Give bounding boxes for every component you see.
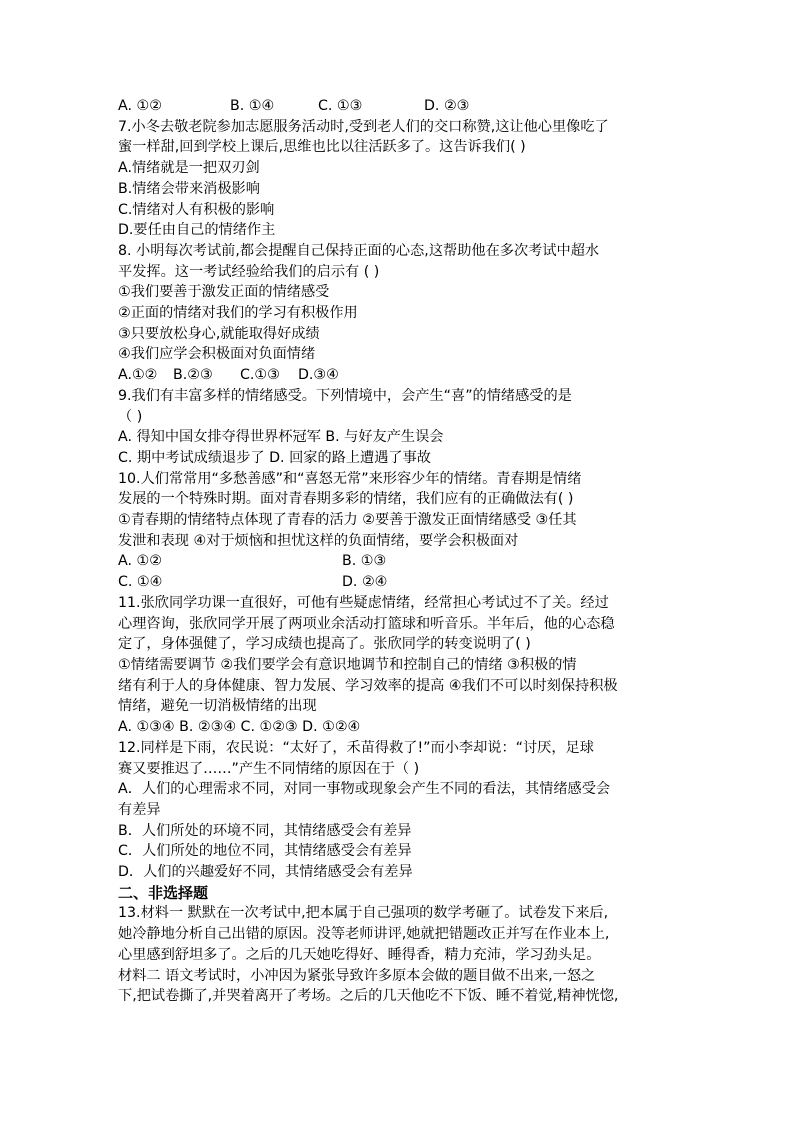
q10-options-row-2 (118, 572, 678, 593)
question-11 (118, 593, 678, 738)
section-2-title: 二、非选择题 (118, 883, 209, 902)
q12-option-d: D．人们的兴趣爱好不同，其情绪感受会有差异 (118, 864, 413, 881)
q6-options (118, 96, 678, 117)
q13-line-1: 13.材料一 默默在一次考试中,把本属于自己强项的数学考砸了。试卷发下来后, (118, 905, 609, 922)
question-12 (118, 738, 678, 883)
q11-stem-line-2: 心理咨询，张欣同学开展了两项业余活动打篮球和听音乐。半年后，他的心态稳 (118, 615, 615, 632)
q12-option-c: C．人们所处的地位不同，其情绪感受会有差异 (118, 843, 412, 860)
q9-option-row-1: A. 得知中国女排夺得世界杯冠军 B. 与好友产生误会 (118, 429, 444, 446)
q7-option-b: B.情绪会带来消极影响 (118, 180, 260, 197)
question-9 (118, 386, 678, 469)
q11-stem-line-5: 绪有利于人的身体健康、智力发展、学习效率的提高 ④我们不可以时刻保持积极 (118, 677, 618, 694)
q10-option-c: C. ①④ (118, 574, 163, 591)
q10-option-a: A. ①② (118, 553, 162, 570)
q10-stem-line-4: 发泄和表现 ④对于烦恼和担忧这样的负面情绪，要学会积极面对 (118, 532, 519, 549)
q12-option-b: B．人们所处的环境不同，其情绪感受会有差异 (118, 822, 412, 839)
q10-option-b: B. ①③ (342, 553, 387, 570)
q13-line-5: 下,把试卷撕了,并哭着离开了考场。之后的几天他吃不下饭、睡不着觉,精神恍惚, (118, 988, 619, 1005)
q8-item-4: ④我们应学会积极面对负面情绪 (118, 346, 316, 363)
q8-options (118, 365, 678, 386)
q8-stem-line-1: 8. 小明每次考试前,都会提醒自己保持正面的心态,这帮助他在多次考试中超水 (118, 242, 600, 259)
question-8 (118, 241, 678, 386)
q7-option-a: A.情绪就是一把双刃剑 (118, 160, 260, 177)
question-10 (118, 469, 678, 593)
question-13 (118, 903, 678, 1007)
q8-option-c: C.①③ (240, 367, 280, 384)
q11-stem-line-6: 情绪，避免一切消极情绪的出现 (118, 698, 317, 715)
q7-option-d: D.要任由自己的情绪作主 (118, 222, 276, 239)
q6-option-d: D. ②③ (424, 98, 470, 114)
q8-item-3: ③只要放松身心,就能取得好成绩 (118, 325, 320, 342)
q11-stem-line-4: ①情绪需要调节 ②我们要学会有意识地调节和控制自己的情绪 ③积极的情 (118, 656, 577, 673)
exam-page (118, 96, 678, 1007)
q13-line-2: 她冷静地分析自己出错的原因。没等老师讲评,她就把错题改正并写在作业本上, (118, 926, 610, 943)
q10-stem-line-2: 发展的一个特殊时期。面对青春期多彩的情绪，我们应有的正确做法有( ) (118, 491, 574, 508)
q12-stem-line-2: 赛又要推迟了……”产生不同情绪的原因在于（ ) (118, 760, 420, 777)
q9-stem-line-2: （ ) (118, 408, 143, 425)
q11-stem-line-1: 11.张欣同学功课一直很好，可他有些疑虑情绪，经常担心考试过不了关。经过 (118, 594, 609, 611)
question-7 (118, 117, 678, 241)
q13-line-4: 材料二 语文考试时，小冲因为紧张导致许多原本会做的题目做不出来,一怒之 (118, 967, 596, 984)
q6-option-c: C. ①③ (318, 98, 363, 114)
q10-stem-line-1: 10.人们常常用“多愁善感”和“喜怒无常”来形容少年的情绪。青春期是情绪 (118, 470, 582, 487)
q11-stem-line-3: 定了，身体强健了，学习成绩也提高了。张欣同学的转变说明了( ) (118, 636, 531, 653)
q7-option-c: C.情绪对人有积极的影响 (118, 201, 275, 218)
q13-line-3: 心里感到舒坦多了。之后的几天她吃得好、睡得香，精力充沛，学习劲头足。 (118, 946, 601, 963)
q11-options: A. ①③④ B. ②③④ C. ①②③ D. ①②④ (118, 719, 361, 736)
q6-option-b: B. ①④ (230, 98, 275, 114)
q7-stem-line-1: 7.小冬去敬老院参加志愿服务活动时,受到老人们的交口称赞,这让他心里像吃了 (118, 118, 609, 135)
q12-stem-line-1: 12.同样是下雨，农民说：“太好了，禾苗得救了!”而小李却说：“讨厌，足球 (118, 739, 594, 756)
q7-stem-line-2: 蜜一样甜,回到学校上课后,思维也比以往活跃多了。这告诉我们( ) (118, 139, 526, 156)
q8-option-b: B.②③ (173, 367, 213, 384)
q8-option-d: D.③④ (298, 367, 339, 384)
q6-option-a: A. ①② (118, 98, 162, 114)
q9-stem-line-1: 9.我们有丰富多样的情绪感受。下列情境中，会产生“喜”的情绪感受的是 (118, 387, 572, 404)
q10-stem-line-3: ①青春期的情绪特点体现了青春的活力 ②要善于激发正面情绪感受 ③任其 (118, 512, 577, 529)
q8-item-2: ②正面的情绪对我们的学习有积极作用 (118, 305, 358, 322)
q10-option-d: D. ②④ (342, 574, 388, 591)
q12-option-a-line-2: 有差异 (118, 801, 161, 818)
q8-item-1: ①我们要善于激发正面的情绪感受 (118, 284, 330, 301)
q8-option-a: A.①② (118, 367, 158, 384)
q12-option-a-line-1: A．人们的心理需求不同，对同一事物或现象会产生不同的看法，其情绪感受会 (118, 781, 611, 798)
q9-option-row-2: C. 期中考试成绩退步了 D. 回家的路上遭遇了事故 (118, 449, 431, 466)
q8-stem-line-2: 平发挥。这一考试经验给我们的启示有 ( ) (118, 263, 380, 280)
q10-options-row-1 (118, 551, 678, 572)
